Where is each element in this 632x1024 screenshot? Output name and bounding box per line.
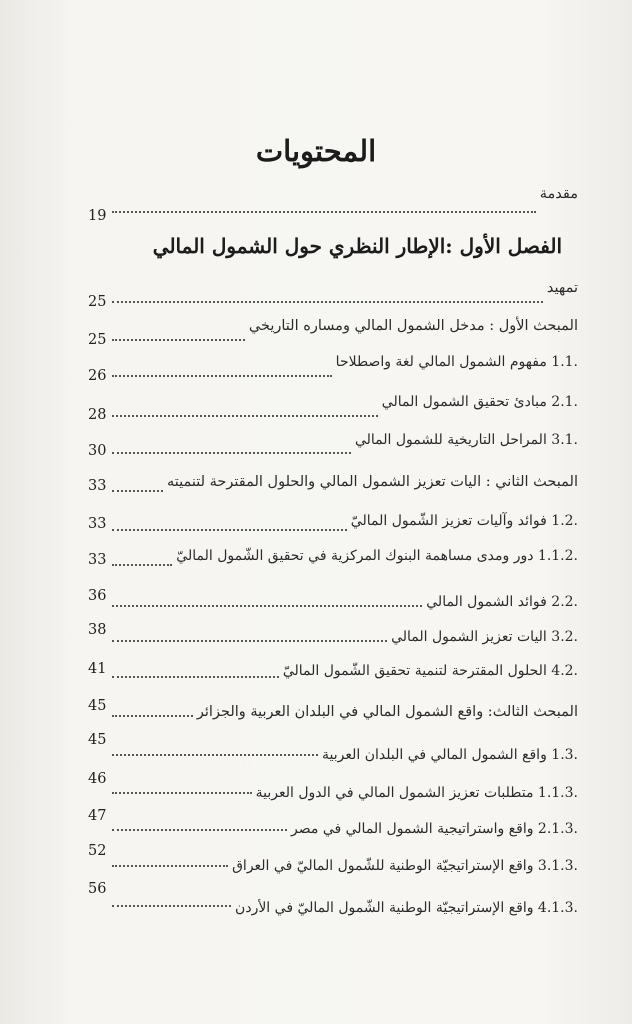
toc-entry-page-number: 19 [88, 208, 107, 224]
toc-entry-page-number: 45 [88, 698, 107, 714]
dot-leader [112, 676, 279, 678]
toc-entry-page-number: 56 [88, 881, 107, 897]
dot-leader [112, 375, 332, 377]
dot-leader [112, 754, 318, 756]
dot-leader [112, 452, 351, 454]
dot-leader [112, 211, 536, 213]
dot-leader [112, 564, 172, 566]
toc-entry-label: .1.1.2 دور ومدى مساهمة البنوك المركزية في تحقيق الشّمول الماليّ [176, 548, 578, 564]
toc-entry [88, 898, 578, 922]
dot-leader [112, 605, 422, 607]
toc-entry-label: .2.1.3 واقع واستراتيجية الشمول المالي في مصر [291, 821, 578, 837]
toc-entry [88, 745, 578, 769]
toc-entry [88, 316, 578, 340]
toc-entry-label: .2.1 مبادئ تحقيق الشمول المالي [381, 394, 578, 410]
toc-entry-page-number: 46 [88, 771, 107, 787]
toc-entry-page-number: 41 [88, 661, 107, 677]
chapter-title: الفصل الأول :الإطار النظري حول الشمول المالي [152, 234, 562, 258]
toc-entry [88, 392, 578, 416]
toc-entry [88, 472, 578, 496]
toc-entry-label: المبحث الثالث: واقع الشمول المالي في البلدان العربية والجزائر [196, 704, 578, 720]
toc-entry-page-number: 36 [88, 588, 107, 604]
toc-entry-page-number: 38 [88, 622, 107, 638]
toc-entry-label: تمهيد [546, 280, 578, 296]
toc-entry [88, 661, 578, 685]
dot-leader [112, 792, 252, 794]
toc-entry-label: .2.2 فوائد الشمول المالي [426, 594, 578, 610]
toc-entry-page-number: 30 [88, 443, 107, 459]
dot-leader [112, 529, 347, 531]
toc-entry [88, 592, 578, 616]
toc-entry [88, 430, 578, 454]
toc-entry-label: .3.1.3 واقع الإستراتيجيّة الوطنية للشّمول الماليّ في العراق [232, 858, 578, 874]
toc-entry-page-number: 33 [88, 552, 107, 568]
toc-entry-page-number: 25 [88, 294, 107, 310]
toc-entry [88, 702, 578, 726]
toc-entry [88, 627, 578, 651]
page-title: المحتويات [255, 134, 377, 168]
toc-entry-page-number: 28 [88, 407, 107, 423]
toc-entry [88, 278, 578, 302]
dot-leader [112, 829, 287, 831]
dot-leader [112, 415, 378, 417]
dot-leader [112, 865, 228, 867]
toc-entry-label: .1.3 واقع الشمول المالي في البلدان العربية [322, 747, 578, 763]
toc-entry [88, 856, 578, 880]
toc-entry-page-number: 26 [88, 368, 107, 384]
toc-entry [88, 511, 578, 535]
toc-entry-label: المبحث الثاني : اليات تعزيز الشمول المالي والحلول المقترحة لتنميته [166, 474, 578, 490]
toc-entry [88, 184, 578, 208]
toc-entry-page-number: 25 [88, 332, 107, 348]
toc-entry-page-number: 47 [88, 808, 107, 824]
dot-leader [112, 640, 387, 642]
toc-entry-label: .3.2 اليات تعزيز الشمول المالي [391, 629, 578, 645]
toc-entry-label: .4.1.3 واقع الإستراتيجيّة الوطنية الشّمول الماليّ في الأردن [235, 900, 578, 916]
toc-entry-label: .1.2 فوائد وآليات تعزيز الشّمول الماليّ [350, 513, 578, 529]
dot-leader [112, 905, 231, 907]
toc-entry-page-number: 45 [88, 732, 107, 748]
toc-entry-label: .1.1.3 متطلبات تعزيز الشمول المالي في الدول العربية [255, 785, 578, 801]
dot-leader [112, 339, 245, 341]
toc-entry [88, 819, 578, 843]
toc-entry-label: .1.1 مفهوم الشمول المالي لغة واصطلاحا [335, 354, 578, 370]
toc-entry-page-number: 33 [88, 478, 107, 494]
toc-entry [88, 352, 578, 376]
toc-entry-label: مقدمة [539, 186, 578, 202]
toc-entry-label: .4.2 الحلول المقترحة لتنمية تحقيق الشّمول الماليّ [282, 663, 578, 679]
dot-leader [112, 490, 163, 492]
toc-entry [88, 546, 578, 570]
toc-entry-page-number: 33 [88, 516, 107, 532]
toc-entry-label: .3.1 المراحل التاريخية للشمول المالي [354, 432, 578, 448]
dot-leader [112, 715, 193, 717]
toc-entry-page-number: 52 [88, 843, 107, 859]
toc-entry-label: المبحث الأول : مدخل الشمول المالي ومساره التاريخي [248, 318, 578, 334]
dot-leader [112, 301, 543, 303]
toc-entry [88, 783, 578, 807]
